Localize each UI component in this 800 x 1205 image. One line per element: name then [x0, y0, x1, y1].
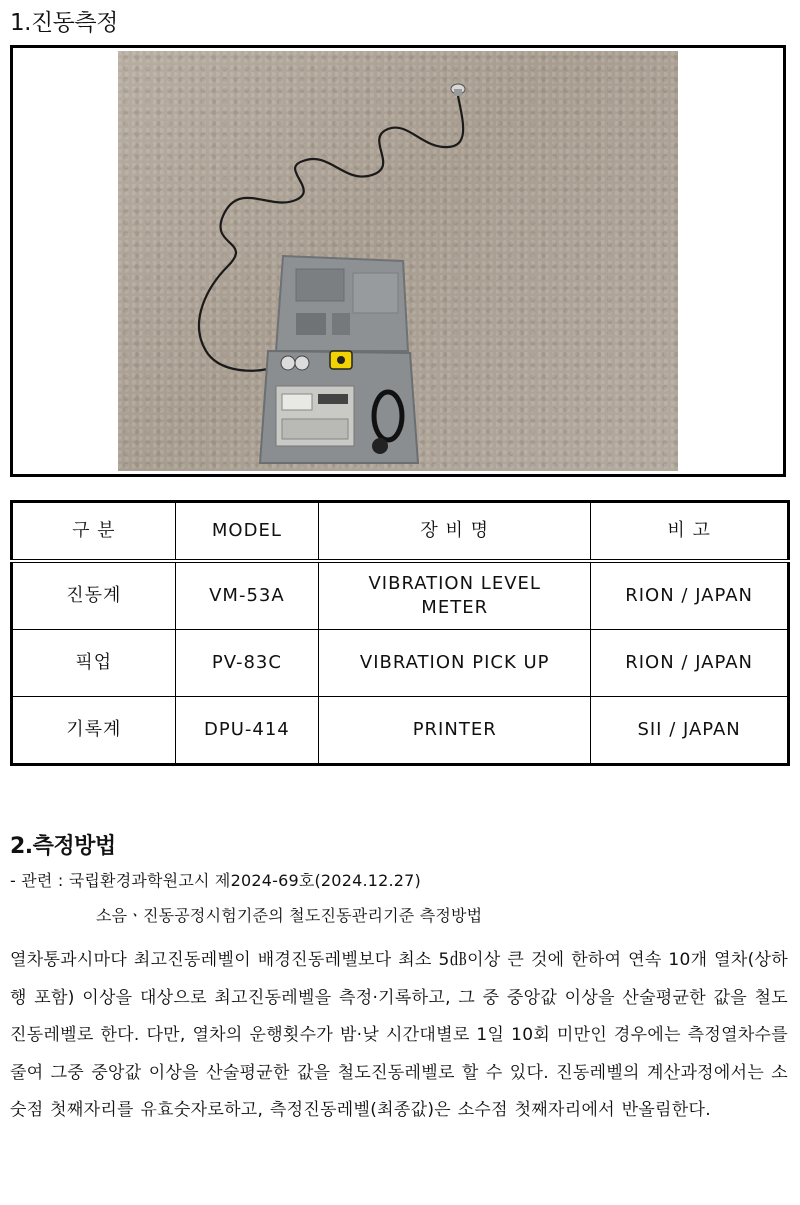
cell-type: 기록계 [12, 697, 176, 765]
method-paragraph: 열차통과시마다 최고진동레벨이 배경진동레벨보다 최소 5㏈이상 큰 것에 한하여 연속 10개 열차(상하행 포함) 이상을 대상으로 최고진동레벨을 측정·기록하고, 그 중 중앙값 이상을 산술평균한 값을 철도진동레벨로 한다. 다만, 열차의 운행횟수가 밤·낮 시간대별로 1일 10회 미만인 경우에는 측정열차수를 줄여 그중 중앙값 이상을 산술평균한 값을 철도진동레벨로 할 수 있다. 진동레벨의 계산과정에서는 소숫점 첫째자리를 유효숫자로하고, 측정진동레벨(최종값)은 소수점 첫째자리에서 반올림한다. [10, 950, 788, 1120]
table-row [12, 561, 789, 630]
cell-type: 픽업 [12, 630, 176, 697]
cell-model: PV-83C [175, 630, 319, 697]
cell-model: VM-53A [175, 561, 319, 630]
header-note: 비 고 [591, 502, 789, 562]
vibration-meter-photo [118, 51, 678, 471]
header-equipment-name: 장 비 명 [319, 502, 591, 562]
cell-note: RION / JAPAN [591, 630, 789, 697]
cell-name-line1: VIBRATION PICK UP [359, 652, 550, 673]
cell-note: RION / JAPAN [591, 561, 789, 630]
cell-name-line1: PRINTER [412, 719, 497, 740]
cell-name-line1: VIBRATION LEVEL [368, 573, 541, 594]
cell-name [319, 561, 591, 630]
cell-name [319, 697, 591, 765]
cell-note: SII / JAPAN [591, 697, 789, 765]
table-row [12, 630, 789, 697]
header-category: 구 분 [12, 502, 176, 562]
cell-name-line2: METER [421, 597, 489, 618]
vibration-meter-case-icon [118, 51, 678, 471]
table-header-row [12, 502, 789, 562]
header-model: MODEL [175, 502, 319, 562]
reference-line-2: 소음ㆍ진동공정시험기준의 철도진동관리기준 측정방법 [96, 906, 483, 925]
section-2-title: 2.측정방법 [10, 834, 116, 859]
photo-frame [10, 45, 786, 477]
cell-type: 진동계 [12, 561, 176, 630]
cell-model: DPU-414 [175, 697, 319, 765]
section-1-title: 1.진동측정 [10, 10, 118, 36]
reference-line-1: - 관련 : 국립환경과학원고시 제2024-69호(2024.12.27) [10, 871, 421, 890]
equipment-table [10, 500, 790, 766]
table-row [12, 697, 789, 765]
cell-name [319, 630, 591, 697]
